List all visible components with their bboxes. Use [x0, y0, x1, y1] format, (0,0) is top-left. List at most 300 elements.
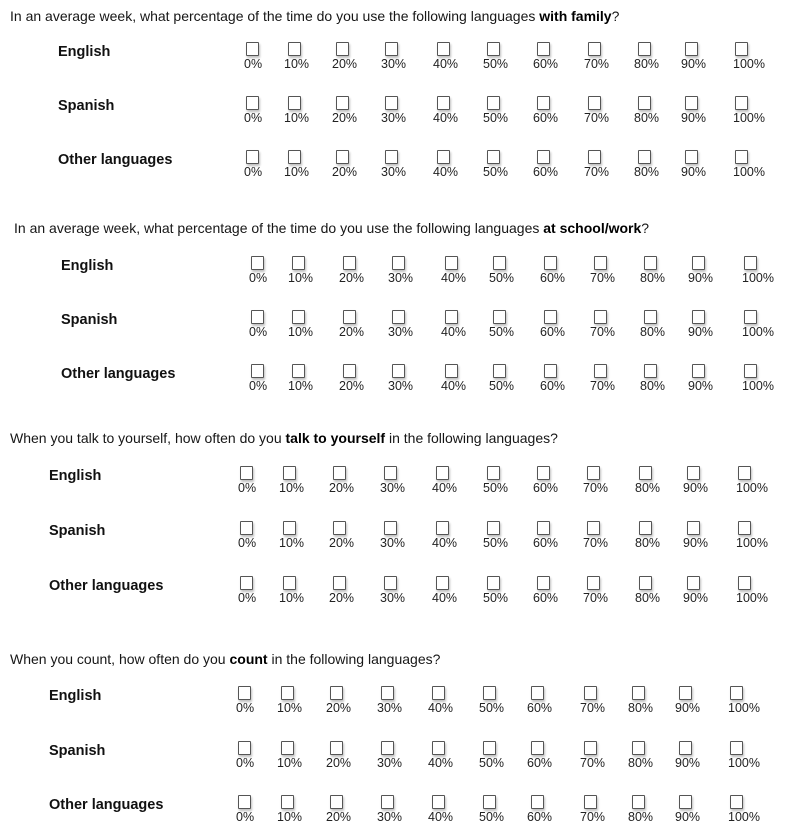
- percentage-option[interactable]: [430, 686, 470, 722]
- percentage-option[interactable]: [430, 741, 470, 777]
- checkbox[interactable]: [385, 150, 398, 164]
- percentage-option[interactable]: [529, 795, 569, 831]
- checkbox[interactable]: [632, 686, 645, 700]
- percentage-option[interactable]: [443, 256, 483, 292]
- checkbox[interactable]: [246, 150, 259, 164]
- checkbox[interactable]: [531, 686, 544, 700]
- checkbox[interactable]: [639, 576, 652, 590]
- checkbox[interactable]: [687, 521, 700, 535]
- language-row: [0, 150, 789, 190]
- percentage-option[interactable]: [290, 256, 330, 292]
- checkbox[interactable]: [251, 310, 264, 324]
- percentage-option[interactable]: [435, 42, 475, 78]
- checkbox[interactable]: [735, 96, 748, 110]
- checkbox[interactable]: [587, 576, 600, 590]
- percentage-option[interactable]: [328, 795, 368, 831]
- checkbox[interactable]: [333, 466, 346, 480]
- checkbox[interactable]: [436, 576, 449, 590]
- percentage-option[interactable]: [434, 576, 474, 612]
- percentage-option[interactable]: [382, 521, 422, 557]
- checkbox[interactable]: [588, 150, 601, 164]
- percentage-option[interactable]: [485, 466, 525, 502]
- language-label: English: [49, 688, 102, 704]
- percentage-option[interactable]: [485, 42, 525, 78]
- checkbox[interactable]: [333, 576, 346, 590]
- percentage-option[interactable]: [585, 466, 625, 502]
- percentage-option[interactable]: [286, 96, 326, 132]
- checkbox[interactable]: [638, 96, 651, 110]
- percentage-option[interactable]: [331, 576, 371, 612]
- checkbox[interactable]: [537, 521, 550, 535]
- percentage-option[interactable]: [733, 96, 773, 132]
- percentage-option[interactable]: [238, 576, 278, 612]
- percentage-option[interactable]: [683, 150, 723, 186]
- checkbox[interactable]: [531, 795, 544, 809]
- checkbox[interactable]: [679, 795, 692, 809]
- checkbox[interactable]: [537, 576, 550, 590]
- language-label: Other languages: [58, 152, 173, 168]
- percentage-option[interactable]: [485, 150, 525, 186]
- checkbox[interactable]: [644, 310, 657, 324]
- checkbox[interactable]: [483, 795, 496, 809]
- checkbox[interactable]: [735, 150, 748, 164]
- percentage-label: 80%: [628, 701, 654, 715]
- percentage-option[interactable]: [636, 42, 676, 78]
- checkbox[interactable]: [730, 795, 743, 809]
- percentage-label: 40%: [428, 701, 454, 715]
- checkbox[interactable]: [588, 96, 601, 110]
- percentage-option[interactable]: [728, 686, 768, 722]
- percentage-label: 90%: [683, 481, 709, 495]
- percentage-option[interactable]: [281, 466, 321, 502]
- checkbox[interactable]: [735, 42, 748, 56]
- percentage-option[interactable]: [585, 576, 625, 612]
- percentage-option[interactable]: [728, 741, 768, 777]
- checkbox[interactable]: [685, 150, 698, 164]
- checkbox[interactable]: [584, 741, 597, 755]
- checkbox[interactable]: [436, 466, 449, 480]
- percentage-option[interactable]: [690, 310, 730, 346]
- checkbox[interactable]: [644, 256, 657, 270]
- checkbox[interactable]: [288, 96, 301, 110]
- percentage-option[interactable]: [677, 686, 717, 722]
- percentage-label: 50%: [489, 379, 515, 393]
- percentage-option[interactable]: [334, 96, 374, 132]
- percentage-option[interactable]: [435, 150, 475, 186]
- checkbox[interactable]: [343, 256, 356, 270]
- checkbox[interactable]: [487, 576, 500, 590]
- percentage-label: 20%: [329, 481, 355, 495]
- percentage-option[interactable]: [582, 795, 622, 831]
- percentage-option[interactable]: [542, 364, 582, 400]
- checkbox[interactable]: [483, 741, 496, 755]
- percentage-option[interactable]: [328, 686, 368, 722]
- checkbox[interactable]: [238, 795, 251, 809]
- checkbox[interactable]: [437, 150, 450, 164]
- checkbox[interactable]: [330, 686, 343, 700]
- percentage-option[interactable]: [334, 42, 374, 78]
- percentage-option[interactable]: [742, 256, 782, 292]
- percentage-option[interactable]: [690, 364, 730, 400]
- percentage-option[interactable]: [279, 795, 319, 831]
- checkbox[interactable]: [632, 741, 645, 755]
- percentage-option[interactable]: [685, 521, 725, 557]
- percentage-option[interactable]: [286, 42, 326, 78]
- checkbox[interactable]: [384, 466, 397, 480]
- percentage-option[interactable]: [630, 686, 670, 722]
- percentage-option[interactable]: [728, 795, 768, 831]
- checkbox[interactable]: [638, 150, 651, 164]
- checkbox[interactable]: [537, 96, 550, 110]
- percentage-option[interactable]: [443, 310, 483, 346]
- checkbox[interactable]: [381, 741, 394, 755]
- checkbox[interactable]: [738, 521, 751, 535]
- percentage-option[interactable]: [535, 466, 575, 502]
- percentage-option[interactable]: [586, 96, 626, 132]
- percentage-label: 30%: [380, 481, 406, 495]
- percentage-option[interactable]: [435, 96, 475, 132]
- checkbox[interactable]: [238, 686, 251, 700]
- percentage-option[interactable]: [630, 741, 670, 777]
- checkbox[interactable]: [493, 310, 506, 324]
- checkbox[interactable]: [544, 256, 557, 270]
- percentage-option[interactable]: [279, 741, 319, 777]
- checkbox[interactable]: [392, 310, 405, 324]
- percentage-option[interactable]: [636, 150, 676, 186]
- percentage-option[interactable]: [636, 96, 676, 132]
- percentage-option[interactable]: [685, 576, 725, 612]
- percentage-option[interactable]: [736, 466, 776, 502]
- checkbox[interactable]: [584, 686, 597, 700]
- percentage-option[interactable]: [434, 521, 474, 557]
- percentage-option[interactable]: [379, 741, 419, 777]
- percentage-option[interactable]: [331, 466, 371, 502]
- checkbox[interactable]: [588, 42, 601, 56]
- checkbox[interactable]: [587, 466, 600, 480]
- checkbox[interactable]: [281, 741, 294, 755]
- checkbox[interactable]: [292, 256, 305, 270]
- checkbox[interactable]: [487, 96, 500, 110]
- percentage-option[interactable]: [585, 521, 625, 557]
- checkbox[interactable]: [685, 42, 698, 56]
- percentage-option[interactable]: [341, 310, 381, 346]
- language-row: [0, 310, 789, 350]
- percentage-option[interactable]: [535, 96, 575, 132]
- percentage-option[interactable]: [485, 576, 525, 612]
- percentage-option[interactable]: [491, 364, 531, 400]
- checkbox[interactable]: [437, 96, 450, 110]
- checkbox[interactable]: [730, 741, 743, 755]
- percentage-option[interactable]: [733, 150, 773, 186]
- percentage-option[interactable]: [331, 521, 371, 557]
- percentage-option[interactable]: [683, 96, 723, 132]
- checkbox[interactable]: [437, 42, 450, 56]
- percentage-option[interactable]: [485, 96, 525, 132]
- checkbox[interactable]: [381, 686, 394, 700]
- percentage-option[interactable]: [390, 256, 430, 292]
- percentage-option[interactable]: [683, 42, 723, 78]
- percentage-option[interactable]: [586, 42, 626, 78]
- checkbox[interactable]: [432, 741, 445, 755]
- percentage-option[interactable]: [481, 741, 521, 777]
- checkbox[interactable]: [251, 364, 264, 378]
- percentage-option[interactable]: [244, 42, 284, 78]
- percentage-label: 90%: [683, 536, 709, 550]
- percentage-option[interactable]: [685, 466, 725, 502]
- percentage-option[interactable]: [642, 310, 682, 346]
- checkbox[interactable]: [738, 466, 751, 480]
- percentage-label: 50%: [479, 810, 505, 824]
- checkbox[interactable]: [744, 364, 757, 378]
- checkbox[interactable]: [333, 521, 346, 535]
- percentage-option[interactable]: [286, 150, 326, 186]
- checkbox[interactable]: [281, 795, 294, 809]
- percentage-option[interactable]: [542, 310, 582, 346]
- checkbox[interactable]: [679, 686, 692, 700]
- percentage-option[interactable]: [529, 686, 569, 722]
- checkbox[interactable]: [246, 42, 259, 56]
- percentage-option[interactable]: [334, 150, 374, 186]
- percentage-option[interactable]: [535, 521, 575, 557]
- percentage-option[interactable]: [637, 521, 677, 557]
- percentage-option[interactable]: [236, 795, 276, 831]
- checkbox[interactable]: [493, 364, 506, 378]
- percentage-option[interactable]: [535, 576, 575, 612]
- checkbox[interactable]: [638, 42, 651, 56]
- percentage-option[interactable]: [485, 521, 525, 557]
- question-suffix: in the following languages?: [385, 430, 558, 446]
- checkbox[interactable]: [594, 256, 607, 270]
- percentage-option[interactable]: [382, 576, 422, 612]
- percentage-label: 100%: [728, 756, 760, 770]
- checkbox[interactable]: [730, 686, 743, 700]
- percentage-option[interactable]: [379, 686, 419, 722]
- percentage-option[interactable]: [244, 96, 284, 132]
- percentage-option[interactable]: [290, 310, 330, 346]
- percentage-option[interactable]: [677, 741, 717, 777]
- percentage-label: 90%: [688, 325, 714, 339]
- checkbox[interactable]: [283, 576, 296, 590]
- checkbox[interactable]: [639, 521, 652, 535]
- percentage-option[interactable]: [281, 576, 321, 612]
- percentage-option[interactable]: [443, 364, 483, 400]
- percentage-option[interactable]: [290, 364, 330, 400]
- checkbox[interactable]: [487, 42, 500, 56]
- checkbox[interactable]: [384, 576, 397, 590]
- checkbox[interactable]: [544, 364, 557, 378]
- percentage-option[interactable]: [383, 42, 423, 78]
- percentage-option[interactable]: [542, 256, 582, 292]
- percentage-option[interactable]: [642, 256, 682, 292]
- checkbox[interactable]: [594, 310, 607, 324]
- checkbox[interactable]: [292, 310, 305, 324]
- checkbox[interactable]: [483, 686, 496, 700]
- checkbox[interactable]: [385, 96, 398, 110]
- percentage-option[interactable]: [481, 795, 521, 831]
- percentage-option[interactable]: [637, 576, 677, 612]
- checkbox[interactable]: [392, 364, 405, 378]
- checkbox[interactable]: [384, 521, 397, 535]
- checkbox[interactable]: [330, 795, 343, 809]
- percentage-label: 80%: [634, 111, 660, 125]
- checkbox[interactable]: [336, 42, 349, 56]
- percentage-label: 80%: [635, 481, 661, 495]
- question-prefix: In an average week, what percentage of the time do you use the following languages: [10, 8, 540, 24]
- percentage-option[interactable]: [742, 364, 782, 400]
- percentage-option[interactable]: [736, 576, 776, 612]
- percentage-label: 20%: [339, 271, 365, 285]
- percentage-option[interactable]: [249, 256, 289, 292]
- checkbox[interactable]: [240, 521, 253, 535]
- checkbox[interactable]: [246, 96, 259, 110]
- percentage-option[interactable]: [529, 741, 569, 777]
- percentage-option[interactable]: [244, 150, 284, 186]
- checkbox[interactable]: [687, 576, 700, 590]
- checkbox[interactable]: [687, 466, 700, 480]
- percentage-option[interactable]: [430, 795, 470, 831]
- percentage-label: 0%: [238, 536, 257, 550]
- percentage-option[interactable]: [733, 42, 773, 78]
- percentage-option[interactable]: [642, 364, 682, 400]
- percentage-label: 20%: [332, 111, 358, 125]
- percentage-label: 0%: [244, 111, 263, 125]
- language-label: Other languages: [49, 797, 164, 813]
- checkbox[interactable]: [392, 256, 405, 270]
- checkbox[interactable]: [240, 576, 253, 590]
- percentage-option[interactable]: [328, 741, 368, 777]
- checkbox[interactable]: [445, 310, 458, 324]
- checkbox[interactable]: [240, 466, 253, 480]
- percentage-option[interactable]: [736, 521, 776, 557]
- percentage-label: 30%: [377, 810, 403, 824]
- percentage-option[interactable]: [236, 741, 276, 777]
- percentage-option[interactable]: [535, 42, 575, 78]
- checkbox[interactable]: [330, 741, 343, 755]
- checkbox[interactable]: [493, 256, 506, 270]
- checkbox[interactable]: [281, 686, 294, 700]
- percentage-option[interactable]: [586, 150, 626, 186]
- checkbox[interactable]: [544, 310, 557, 324]
- checkbox[interactable]: [288, 42, 301, 56]
- checkbox[interactable]: [487, 150, 500, 164]
- percentage-option[interactable]: [238, 521, 278, 557]
- checkbox[interactable]: [692, 310, 705, 324]
- checkbox[interactable]: [584, 795, 597, 809]
- checkbox[interactable]: [537, 466, 550, 480]
- percentage-option[interactable]: [249, 364, 289, 400]
- percentage-option[interactable]: [592, 310, 632, 346]
- checkbox[interactable]: [436, 521, 449, 535]
- percentage-option[interactable]: [491, 310, 531, 346]
- percentage-option[interactable]: [281, 521, 321, 557]
- percentage-option[interactable]: [592, 364, 632, 400]
- percentage-label: 0%: [238, 591, 257, 605]
- percentage-label: 40%: [441, 379, 467, 393]
- percentage-label: 20%: [326, 810, 352, 824]
- percentage-option[interactable]: [383, 96, 423, 132]
- checkbox[interactable]: [685, 96, 698, 110]
- checkbox[interactable]: [587, 521, 600, 535]
- checkbox[interactable]: [432, 795, 445, 809]
- percentage-option[interactable]: [236, 686, 276, 722]
- percentage-label: 70%: [584, 165, 610, 179]
- percentage-label: 70%: [590, 325, 616, 339]
- checkbox[interactable]: [632, 795, 645, 809]
- checkbox[interactable]: [644, 364, 657, 378]
- percentage-option[interactable]: [690, 256, 730, 292]
- checkbox[interactable]: [639, 466, 652, 480]
- percentage-option[interactable]: [582, 686, 622, 722]
- percentage-option[interactable]: [382, 466, 422, 502]
- percentage-label: 50%: [489, 325, 515, 339]
- percentage-option[interactable]: [742, 310, 782, 346]
- percentage-option[interactable]: [279, 686, 319, 722]
- checkbox[interactable]: [445, 256, 458, 270]
- checkbox[interactable]: [537, 42, 550, 56]
- checkbox[interactable]: [744, 310, 757, 324]
- percentage-label: 60%: [533, 536, 559, 550]
- percentage-option[interactable]: [637, 466, 677, 502]
- checkbox[interactable]: [343, 310, 356, 324]
- percentage-option[interactable]: [630, 795, 670, 831]
- checkbox[interactable]: [336, 150, 349, 164]
- percentage-label: 90%: [688, 379, 714, 393]
- percentage-option[interactable]: [238, 466, 278, 502]
- percentage-label: 30%: [377, 756, 403, 770]
- checkbox[interactable]: [288, 150, 301, 164]
- language-label: English: [61, 258, 114, 274]
- checkbox[interactable]: [283, 521, 296, 535]
- checkbox[interactable]: [381, 795, 394, 809]
- percentage-option[interactable]: [434, 466, 474, 502]
- checkbox[interactable]: [283, 466, 296, 480]
- checkbox[interactable]: [292, 364, 305, 378]
- checkbox[interactable]: [692, 256, 705, 270]
- percentage-option[interactable]: [383, 150, 423, 186]
- checkbox[interactable]: [679, 741, 692, 755]
- percentage-label: 100%: [733, 111, 765, 125]
- percentage-option[interactable]: [677, 795, 717, 831]
- checkbox[interactable]: [445, 364, 458, 378]
- percentage-option[interactable]: [535, 150, 575, 186]
- checkbox[interactable]: [487, 466, 500, 480]
- checkbox[interactable]: [744, 256, 757, 270]
- percentage-option[interactable]: [481, 686, 521, 722]
- checkbox[interactable]: [537, 150, 550, 164]
- percentage-option[interactable]: [582, 741, 622, 777]
- percentage-option[interactable]: [341, 364, 381, 400]
- checkbox[interactable]: [692, 364, 705, 378]
- percentage-label: 90%: [675, 810, 701, 824]
- checkbox[interactable]: [738, 576, 751, 590]
- percentage-option[interactable]: [249, 310, 289, 346]
- checkbox[interactable]: [594, 364, 607, 378]
- checkbox[interactable]: [336, 96, 349, 110]
- checkbox[interactable]: [432, 686, 445, 700]
- checkbox[interactable]: [251, 256, 264, 270]
- percentage-option[interactable]: [592, 256, 632, 292]
- percentage-option[interactable]: [390, 310, 430, 346]
- percentage-option[interactable]: [341, 256, 381, 292]
- percentage-option[interactable]: [491, 256, 531, 292]
- percentage-option[interactable]: [379, 795, 419, 831]
- checkbox[interactable]: [343, 364, 356, 378]
- checkbox[interactable]: [487, 521, 500, 535]
- percentage-option[interactable]: [390, 364, 430, 400]
- checkbox[interactable]: [385, 42, 398, 56]
- checkbox[interactable]: [531, 741, 544, 755]
- checkbox[interactable]: [238, 741, 251, 755]
